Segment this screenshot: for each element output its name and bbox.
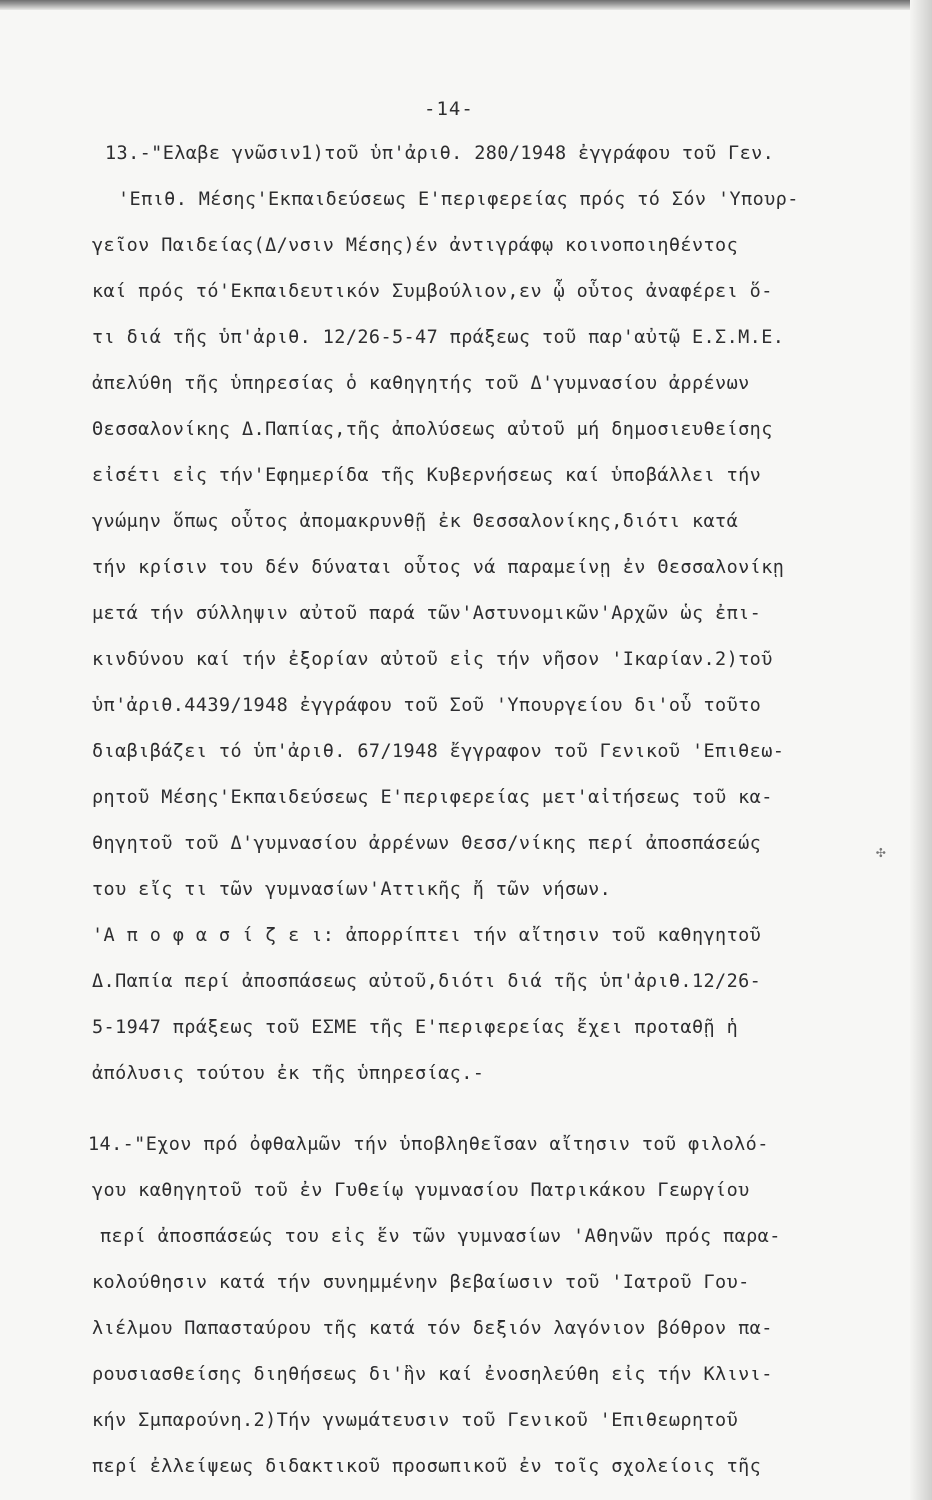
text-line: του εἴς τι τῶν γυμνασίων'Αττικῆς ἤ τῶν νήσων. bbox=[92, 879, 612, 900]
text-line: τι διά τῆς ὑπ'ἀριθ. 12/26-5-47 πράξεως τοῦ παρ'αὐτῷ Ε.Σ.Μ.Ε. bbox=[92, 327, 785, 348]
text-line: 'Α π ο φ α σ ί ζ ε ι: ἀπορρίπτει τήν αἴτησιν τοῦ καθηγητοῦ bbox=[92, 925, 762, 946]
text-line: γεῖον Παιδείας(Δ/νσιν Μέσης)έν ἀντιγράφῳ κοινοποιηθέντος bbox=[92, 235, 739, 256]
text-line: λιέλμου Παπασταύρου τῆς κατά τόν δεξιόν λαγόνιον βόθρον πα- bbox=[92, 1318, 773, 1339]
ink-smudge-icon: ✣ bbox=[876, 842, 886, 861]
text-line: περί ἐλλείψεως διδακτικοῦ προσωπικοῦ ἐν τοῖς σχολείοις τῆς bbox=[92, 1456, 762, 1477]
text-line: ρουσιασθείσης διηθήσεως δι'ἣν καί ἐνοσηλεύθη εἰς τήν Κλινι- bbox=[92, 1364, 773, 1385]
text-line: ρητοῦ Μέσης'Εκπαιδεύσεως Ε'περιφερείας μετ'αἰτήσεως τοῦ κα- bbox=[92, 787, 773, 808]
text-line: ὑπ'ἀριθ.4439/1948 ἐγγράφου τοῦ Σοῦ 'Υπουργείου δι'οὗ τοῦτο bbox=[92, 695, 762, 716]
text-line: καί πρός τό'Εκπαιδευτικόν Συμβούλιον,εν ᾧ οὗτος ἀναφέρει ὅ- bbox=[92, 281, 773, 302]
text-line: ἀπόλυσις τούτου ἐκ τῆς ὑπηρεσίας.- bbox=[92, 1063, 485, 1084]
text-line: κήν Σμπαρούνη.2)Τήν γνωμάτευσιν τοῦ Γενικοῦ 'Επιθεωρητοῦ bbox=[92, 1410, 739, 1431]
text-line: Θεσσαλονίκης Δ.Παπίας,τῆς ἀπολύσεως αὐτοῦ μή δημοσιευθείσης bbox=[92, 419, 773, 440]
text-line: τήν κρίσιν του δέν δύναται οὗτος νά παραμείνῃ ἐν Θεσσαλονίκῃ bbox=[92, 557, 785, 578]
text-line: κινδύνου καί τήν ἐξορίαν αὐτοῦ εἰς τήν νῆσον 'Ικαρίαν.2)τοῦ bbox=[92, 649, 773, 670]
text-line: διαβιβάζει τό ὑπ'ἀριθ. 67/1948 ἔγγραφον τοῦ Γενικοῦ 'Επιθεω- bbox=[92, 741, 785, 762]
text-line: ἀπελύθη τῆς ὑπηρεσίας ὁ καθηγητής τοῦ Δ'γυμνασίου ἀρρένων bbox=[92, 373, 750, 394]
text-line: 5-1947 πράξεως τοῦ ΕΣΜΕ τῆς Ε'περιφερείας ἔχει προταθῇ ἡ bbox=[92, 1017, 739, 1038]
text-line: εἰσέτι εἰς τήν'Εφημερίδα τῆς Κυβερνήσεως καί ὑποβάλλει τήν bbox=[92, 465, 762, 486]
text-line: μετά τήν σύλληψιν αὐτοῦ παρά τῶν'Αστυνομικῶν'Αρχῶν ὡς ἐπι- bbox=[92, 603, 762, 624]
text-line: Δ.Παπία περί ἀποσπάσεως αὐτοῦ,διότι διά τῆς ὑπ'ἀριθ.12/26- bbox=[92, 971, 762, 992]
text-line: θηγητοῦ τοῦ Δ'γυμνασίου ἀρρένων Θεσσ/νίκης περί ἀποσπάσεώς bbox=[92, 833, 762, 854]
text-line: κολούθησιν κατά τήν συνημμένην βεβαίωσιν τοῦ 'Ιατροῦ Γου- bbox=[92, 1272, 750, 1293]
text-line: 13.-"Ελαβε γνῶσιν1)τοῦ ὑπ'ἀριθ. 280/1948 ἐγγράφου τοῦ Γεν. bbox=[105, 143, 775, 164]
text-line: γου καθηγητοῦ τοῦ ἐν Γυθείῳ γυμνασίου Πατρικάκου Γεωργίου bbox=[92, 1180, 750, 1201]
text-line: περί ἀποσπάσεώς του εἰς ἕν τῶν γυμνασίων 'Αθηνῶν πρός παρα- bbox=[100, 1226, 781, 1247]
text-line: γνώμην ὅπως οὗτος ἀπομακρυνθῇ ἐκ Θεσσαλονίκης,διότι κατά bbox=[92, 511, 739, 532]
text-line: 14.-"Εχον πρό ὀφθαλμῶν τήν ὑποβληθεῖσαν αἴτησιν τοῦ φιλολό- bbox=[88, 1134, 769, 1155]
page-number: -14- bbox=[424, 98, 474, 120]
text-line: 'Επιθ. Μέσης'Εκπαιδεύσεως Ε'περιφερείας πρός τό Σόν 'Υπουρ- bbox=[118, 189, 799, 210]
